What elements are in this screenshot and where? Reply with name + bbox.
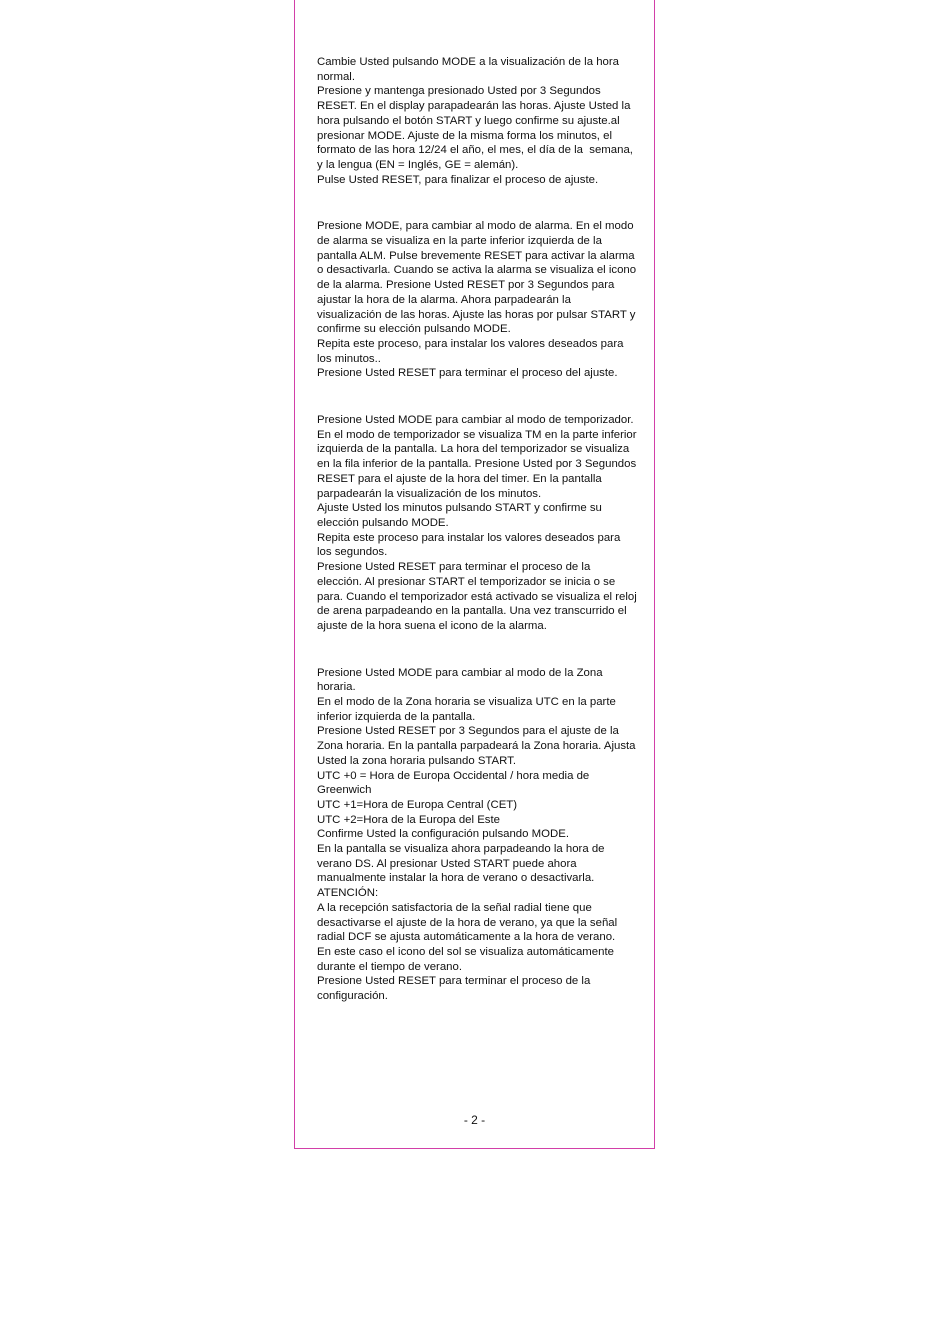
paragraph: UTC +1=Hora de Europa Central (CET) [317, 798, 518, 811]
paragraph: Repita este proceso para instalar los valores deseados para los segundos. [317, 531, 624, 559]
paragraph: En el modo de la Zona horaria se visualiza UTC en la parte inferior izquierda de la pantalla. [317, 696, 620, 723]
paragraph: Ajuste Usted los minutos pulsando START y confirme su elección pulsando MODE. [317, 502, 606, 529]
page-border-bottom [294, 1148, 655, 1149]
section-alarm-mode [317, 219, 640, 381]
section-time-zone [317, 666, 637, 1004]
section-timer-mode [317, 413, 640, 634]
page-number: - 2 - [463, 1113, 486, 1127]
document-body [317, 55, 640, 1004]
paragraph: Presione y mantenga presionado Usted por 3 Segundos RESET. En el display parapadearán las horas. Ajuste Usted la hora pulsando el botón START y luego confirme su ajuste.al presionar MODE. Ajuste de la misma forma los minutos, el formato de las hora 12/24 el año, el mes, el día de la semana, y la lengua (EN = Inglés, GE = alemán). [317, 85, 637, 171]
page-border-right [654, 0, 655, 1149]
paragraph: Confirme Usted la configuración pulsando MODE. [317, 828, 569, 841]
paragraph: UTC +2=Hora de la Europa del Este [317, 813, 500, 826]
page-border-left [294, 0, 295, 1149]
attention-label: ATENCIÓN: [317, 887, 379, 900]
paragraph: Presione Usted MODE para cambiar al modo de la Zona horaria. [317, 666, 606, 694]
paragraph: Presione Usted RESET para terminar el proceso de la elección. Al presionar START el temporizador se inicia o se para. Cuando el temporizador está activado se visualiza el reloj de arena parpadeando en la pantalla. Una vez transcurrido el ajuste de la hora suena el icono de la alarma. [317, 561, 640, 632]
paragraph: Presione Usted RESET para terminar el proceso de la configuración. [317, 975, 594, 1003]
paragraph: En este caso el icono del sol se visualiza automáticamente durante el tiempo de verano. [317, 945, 618, 973]
paragraph: Presione MODE, para cambiar al modo de alarma. En el modo de alarma se visualiza en la parte inferior izquierda de la pantalla ALM. Pulse brevemente RESET para activar la alarma o desactivarla. Cuando se activa la alarma se visualiza el icono de la alarma. Presione Usted RESET por 3 Segundos para ajustar la hora de la alarma. Ahora parpadearán la visualización de las horas. Ajuste las horas por pulsar START y confirme su elección pulsando MODE. [317, 220, 640, 336]
paragraph: Presione Usted RESET para terminar el proceso del ajuste. [317, 367, 618, 380]
paragraph: A la recepción satisfactoria de la señal radial tiene que desactivarse el ajuste de la hora de verano, ya que la señal radial DCF se ajusta automáticamente a la hora de verano. [317, 901, 621, 944]
paragraph: UTC +0 = Hora de Europa Occidental / hora media de Greenwich [317, 769, 593, 797]
section-time-setting [317, 55, 637, 187]
paragraph: En la pantalla se visualiza ahora parpadeando la hora de verano DS. Al presionar Usted START puede ahora manualmente instalar la hora de verano o desactivarla. [317, 843, 608, 885]
paragraph: Pulse Usted RESET, para finalizar el proceso de ajuste. [317, 173, 599, 186]
paragraph: Presione Usted MODE para cambiar al modo de temporizador. En el modo de temporizador se visualiza TM en la parte inferior izquierda de la pantalla. La hora del temporizador se visualiza en la fila inferior de la pantalla. Presione Usted por 3 Segundos RESET para el ajuste de la hora del timer. En la pantalla parpadearán la visualización de los minutos. [317, 414, 640, 500]
paragraph: Presione Usted RESET por 3 Segundos para el ajuste de la Zona horaria. En la pantalla parpadeará la Zona horaria. Ajusta Usted la zona horaria pulsando START. [317, 725, 639, 767]
paragraph: Cambie Usted pulsando MODE a la visualización de la hora normal. [317, 56, 623, 83]
paragraph: Repita este proceso, para instalar los valores deseados para los minutos.. [317, 337, 627, 365]
